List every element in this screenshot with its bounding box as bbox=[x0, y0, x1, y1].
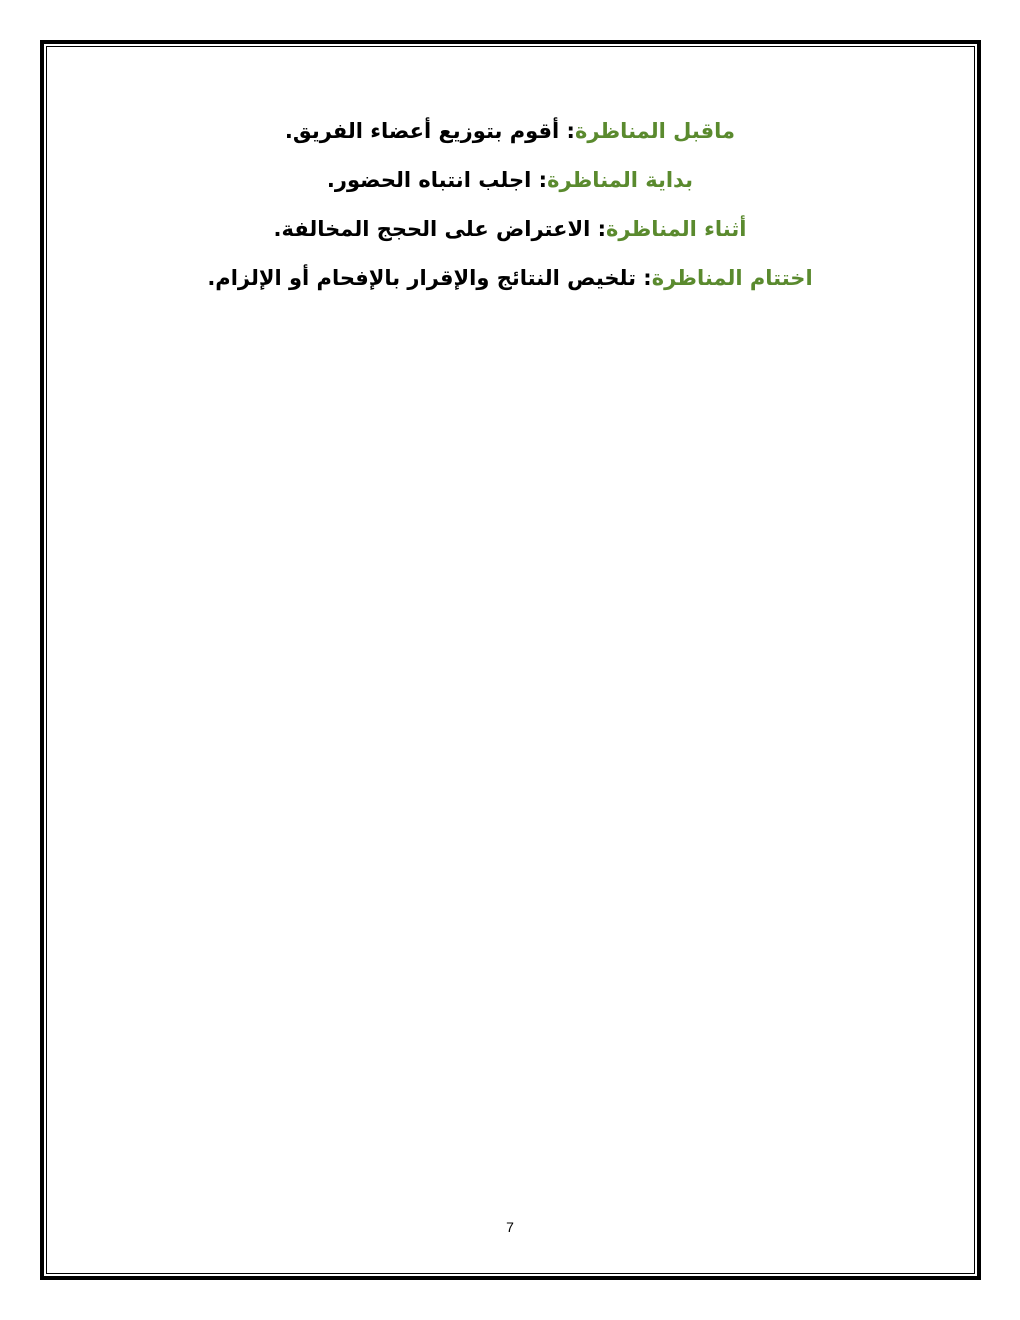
stage-term: أثناء المناظرة bbox=[606, 217, 747, 241]
stage-definition: تلخيص النتائج والإقرار بالإفحام أو الإلزام. bbox=[207, 266, 636, 290]
stage-definition: أقوم بتوزيع أعضاء الفريق. bbox=[284, 119, 560, 143]
stage-term: ماقبل المناظرة bbox=[574, 119, 736, 143]
stage-line-start bbox=[120, 167, 900, 193]
stage-line-before bbox=[120, 118, 900, 144]
stage-term: بداية المناظرة bbox=[547, 168, 694, 192]
debate-stages-list bbox=[120, 118, 900, 314]
stage-separator: : bbox=[636, 266, 652, 290]
page-number: 7 bbox=[506, 1219, 514, 1235]
stage-definition: الاعتراض على الحجج المخالفة. bbox=[273, 217, 591, 241]
stage-term: اختتام المناظرة bbox=[651, 266, 813, 290]
stage-line-closing bbox=[120, 265, 900, 291]
stage-line-during bbox=[120, 216, 900, 242]
stage-definition: اجلب انتباه الحضور. bbox=[326, 168, 532, 192]
stage-separator: : bbox=[531, 168, 548, 192]
stage-separator: : bbox=[559, 119, 575, 143]
stage-separator: : bbox=[590, 217, 606, 241]
